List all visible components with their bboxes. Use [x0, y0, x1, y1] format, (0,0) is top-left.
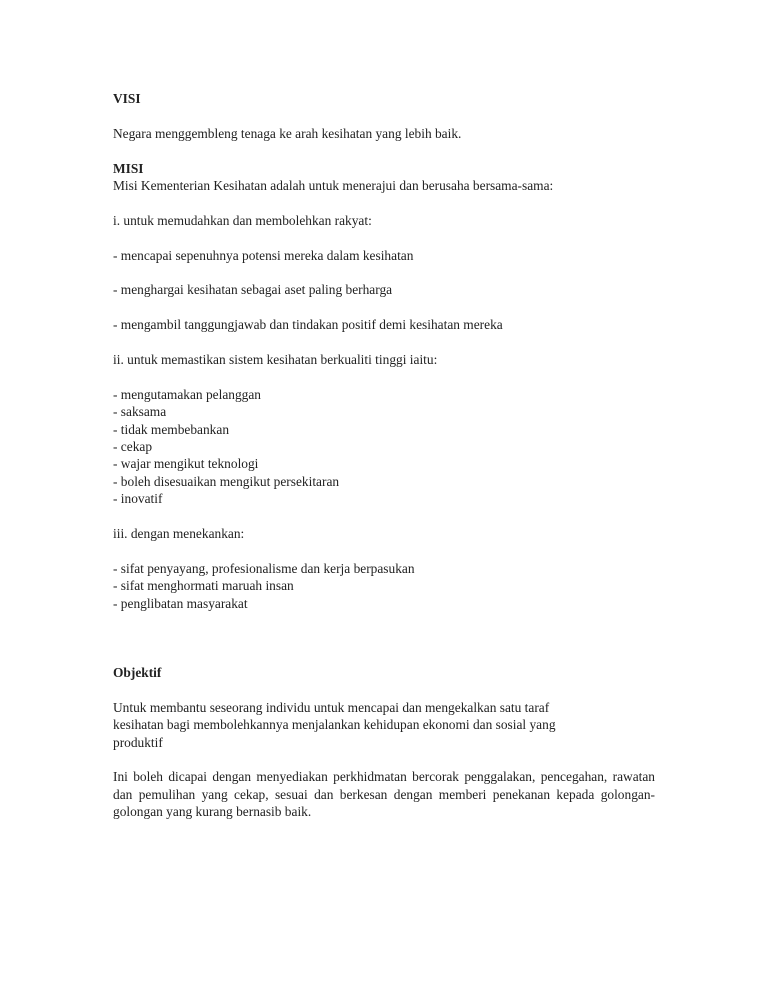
document-page: [113, 90, 655, 821]
spacer: [113, 107, 655, 124]
spacer: [113, 142, 655, 159]
spacer: [113, 542, 655, 559]
spacer: [113, 334, 655, 351]
list-item: - sifat penyayang, profesionalisme dan kerja berpasukan: [113, 560, 415, 576]
misi-section-iii-title: iii. dengan menekankan:: [113, 526, 245, 542]
paragraph-line: produktif: [113, 734, 163, 750]
list-item: - menghargai kesihatan sebagai aset paling berharga: [113, 282, 393, 298]
list-item: - mengambil tanggungjawab dan tindakan positif demi kesihatan mereka: [113, 317, 503, 333]
spacer: [113, 368, 655, 385]
list-item: - mengutamakan pelanggan: [113, 386, 261, 402]
list-item: - inovatif: [113, 491, 163, 507]
spacer: [113, 229, 655, 246]
spacer: [113, 299, 655, 316]
objektif-heading: Objektif: [113, 665, 162, 681]
list-item: - penglibatan masyarakat: [113, 595, 248, 611]
list-item: - tidak membebankan: [113, 421, 230, 437]
list-item: - boleh disesuaikan mengikut persekitaran: [113, 473, 340, 489]
list-item: - saksama: [113, 404, 167, 420]
visi-text: Negara menggembleng tenaga ke arah kesihatan yang lebih baik.: [113, 125, 462, 141]
paragraph-line: kesihatan bagi membolehkannya menjalankan kehidupan ekonomi dan sosial yang: [113, 717, 556, 733]
spacer: [113, 681, 655, 698]
list-item: - wajar mengikut teknologi: [113, 456, 259, 472]
misi-heading: MISI: [113, 160, 144, 176]
list-item: - cekap: [113, 439, 153, 454]
spacer: [113, 751, 655, 768]
spacer: [113, 508, 655, 525]
spacer: [113, 194, 655, 211]
misi-section-i-title: i. untuk memudahkan dan membolehkan rakyat:: [113, 212, 372, 228]
paragraph-line: Untuk membantu seseorang individu untuk mencapai dan mengekalkan satu taraf: [113, 699, 550, 715]
spacer: [113, 612, 655, 664]
visi-heading: VISI: [113, 91, 141, 106]
spacer: [113, 264, 655, 281]
list-item: - mencapai sepenuhnya potensi mereka dalam kesihatan: [113, 247, 414, 263]
objektif-paragraph-1: [113, 699, 655, 751]
list-item: - sifat menghormati maruah insan: [113, 578, 294, 594]
misi-intro: Misi Kementerian Kesihatan adalah untuk menerajui dan berusaha bersama-sama:: [113, 178, 554, 193]
misi-section-ii-title: ii. untuk memastikan sistem kesihatan berkualiti tinggi iaitu:: [113, 351, 438, 367]
objektif-paragraph-2: Ini boleh dicapai dengan menyediakan perkhidmatan bercorak penggalakan, pencegahan, rawatan dan pemulihan yang cekap, sesuai dan berkesan dengan memberi penekanan kepada golongan-golongan yang kurang bernasib baik.: [113, 769, 655, 820]
